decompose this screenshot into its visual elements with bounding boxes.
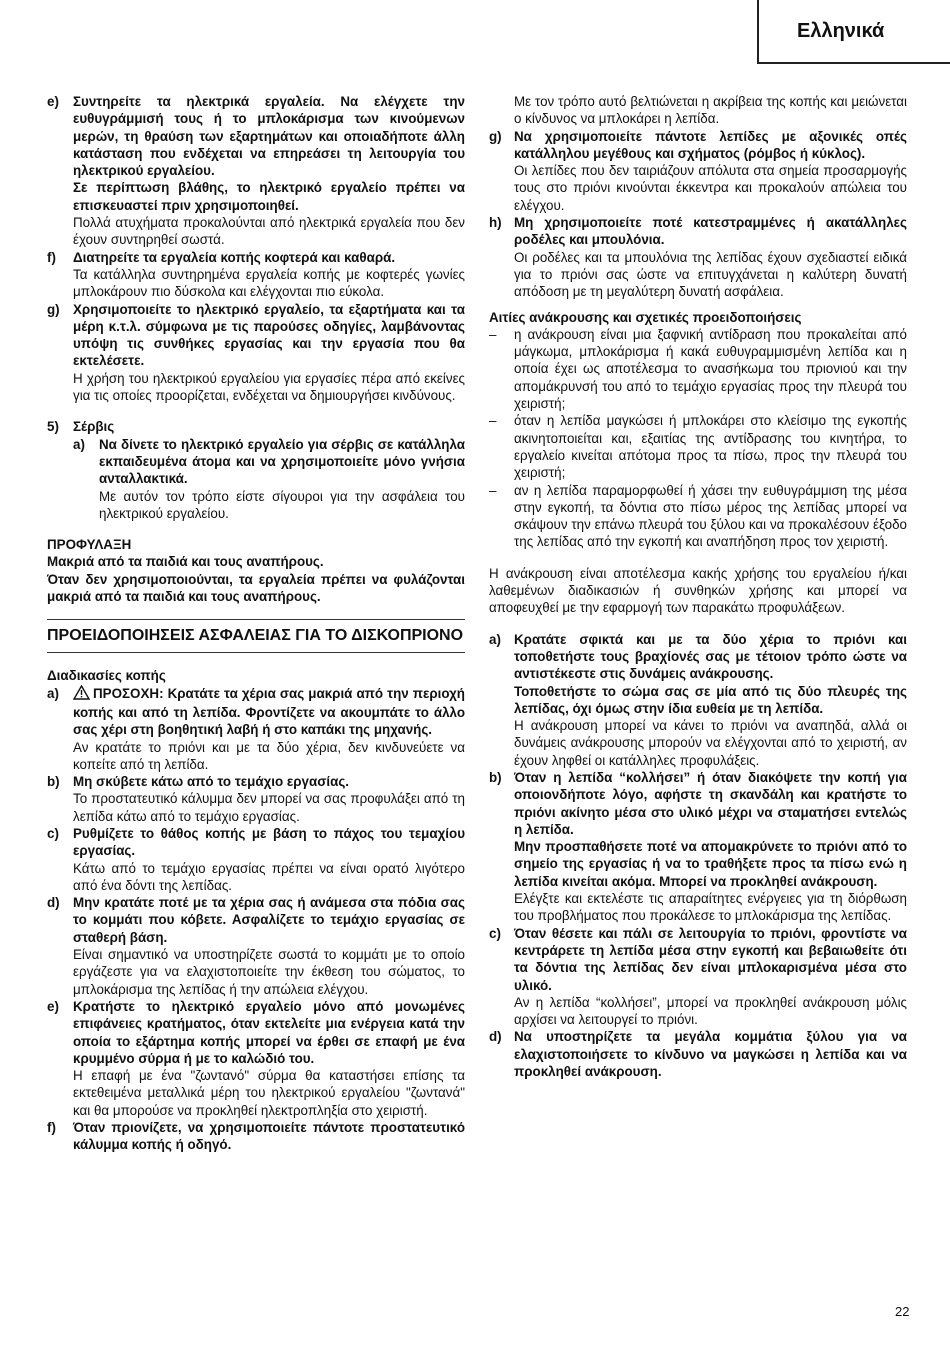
service-item-a: a) Να δίνετε το ηλεκτρικό εργαλείο για σέρβις σε κατάλληλα εκπαιδευμένα άτομα και να χρησιμοποιείτε μόνο γνήσια ανταλλακτικά. Με αυτόν τον τρόπο είστε σίγουροι για την ασφάλεια του ηλεκτρικού εργαλείου. [73,436,465,521]
procedure-b: b) Μη σκύβετε κάτω από το τεμάχιο εργασίας. Το προστατευτικό κάλυμμα δεν μπορεί να σας προφυλάξει από τη λεπίδα κάτω από το τεμάχιο εργασίας. [47,774,465,824]
procedure-d: d) Μην κρατάτε ποτέ με τα χέρια σας ή ανάμεσα στα πόδια σας το κομμάτι που κόβετε. Ασφαλίζετε το τεμάχιο εργασίας σε σταθερή βάση. Είναι σημαντικό να υποστηρίζετε σωστά το κομμάτι με το οποίο εργάζεστε για να ελαχιστοποιείτε την έκθεση του σώματος, το μπλοκάρισμα της λεπίδας ή την απώλεια ελέγχου. [47,895,465,997]
continued-text: Με τον τρόπο αυτό βελτιώνεται η ακρίβεια της κοπής και μειώνεται ο κίνδυνος να μπλοκάρει η λεπίδα. [514,94,907,127]
procedure-c: c) Ρυθμίζετε το θάθος κοπής με βάση το πάχος του τεμαχίου εργασίας. Κάτω από το τεμάχιο εργασίας πρέπει να είναι ορατό λιγότερο από ένα δόντι της λεπίδας. [47,825,465,893]
language-label: Ελληνικά [797,20,885,42]
procedure-a: a) ΠΡΟΣΟΧΗ: Κρατάτε τα χέρια σας μακριά από την περιοχή κοπής και από τη λεπίδα. Φροντίζετε να ακουμπάτε το άλλο σας χέρι στη βοηθητική λαβή ή στο καπάκι της μηχανής. Αν κρατάτε το πριόνι και με τα δύο χέρια, δεν κινδυνεύετε να κοπείτε από τη λεπίδα. [47,685,465,772]
kickback-cause-1: – η ανάκρουση είναι μια ξαφνική αντίδραση που προκαλείται από μάγκωμα, μπλοκάρισμα ή κακά ευθυγραμμισμένη λεπίδα και η οποία έχει ως αποτέλεσμα το ανασήκωμα του πριονιού και την απομάκρυνσή του από το τεμάχιο εργασίας προς την πλευρά του χειριστή; [489,326,907,412]
kickback-item-c: c) Όταν θέσετε και πάλι σε λειτουργία το πριόνι, φροντίστε να κεντράρετε τη λεπίδα μέσα στην εγκοπή και βεβαιωθείτε ότι τα δόντια της λεπίδας δεν είναι μπλοκαρισμένα μέσα στο υλικό. Αν η λεπίδα “κολλήσει”, μπορεί να προκληθεί ανάκρουση μόλις αρχίσει να λειτουργεί το πριόνι. [489,925,907,1028]
kickback-cause-3: – αν η λεπίδα παραμορφωθεί ή χάσει την ευθυγράμμιση της μέσα στην εγκοπή, τα δόντια στο πίσω μέρος της λεπίδας μπορεί να σκάψουν την επάνω πλευρά του ξύλου και να προκαλέσουν έξοδο της λεπίδας από την εγκοπή και αναπήδηση προς τον χειριστή. [489,482,907,550]
rule-h-right: h) Μη χρησιμοποιείτε ποτέ κατεστραμμένες ή ακατάλληλες ροδέλες και μπουλόνια. Οι ροδέλες και τα μπουλόνια της λεπίδας έχουν σχεδιαστεί ειδικά για το πριόνι σας ώστε να επιτυγχάνεται η καλύτερη δυνατή απόδοση με τη μεγαλύτερη δυνατή ασφάλεια. [489,215,907,300]
caution-block: ΠΡΟΦΥΛΑΞΗ Μακριά από τα παιδιά και τους αναπήρους. Όταν δεν χρησιμοποιούνται, τα εργαλεία πρέπει να φυλάζονται μακριά από τα παιδιά και τους αναπήρους. [47,537,465,605]
rule-e: e) Συντηρείτε τα ηλεκτρικά εργαλεία. Να ελέγχετε την ευθυγράμμισή τους ή το μπλοκάρισμα των κινούμενων μερών, τη θραύση των εξαρτημάτων και οποιαδήποτε άλλη κατάσταση που ενδέχεται να επηρεάσει τη λειτουργία του ηλεκτρικού εργαλείου. Σε περίπτωση βλάθης, το ηλεκτρικό εργαλείο πρέπει να επισκευαστεί πριν χρησιμοποιηθεί. Πολλά ατυχήματα προκαλούνται από ηλεκτρικά εργαλεία που δεν έχουν συντηρηθεί σωστά. [47,94,465,248]
language-tab [757,0,950,64]
procedures-title: Διαδικασίες κοπής [47,668,166,684]
kickback-item-a: a) Κρατάτε σφικτά και με τα δύο χέρια το πριόνι και τοποθετήστε τους βραχίονές σας με τέτοιον τρόπο ώστε να αντιστέκεστε στις δυνάμεις ανάκρουσης. Τοποθετήστε το σώμα σας σε μία από τις δύο πλευρές της λεπίδας, όχι όμως στην ίδια ευθεία με τη λεπίδα. Η ανάκρουση μπορεί να κάνει το πριόνι να αναπηδά, αλλά οι δυνάμεις ανάκρουσης μπορούν να ελέγχονται από το χειριστή, αν έχουν ληφθεί οι κατάλληλες προφυλάξεις. [489,631,907,768]
page-number: 22 [895,1304,910,1319]
right-column [489,93,907,1080]
service-section: 5) Σέρβις a) Να δίνετε το ηλεκτρικό εργαλείο για σέρβις σε κατάλληλα εκπαιδευμένα άτομα και να χρησιμοποιείτε μόνο γνήσια ανταλλακτικά. Με αυτόν τον τρόπο είστε σίγουροι για την ασφάλεια του ηλεκτρικού εργαλείου. [47,419,465,521]
kickback-title: Αιτίες ανάκρουσης και σχετικές προειδοποιήσεις [489,309,802,325]
rule-g-right: g) Να χρησιμοποιείτε πάντοτε λεπίδες με αξονικές οπές κατάλληλου μεγέθους και σχήματος (ρόμβος ή κύκλος). Οι λεπίδες που δεν ταιριάζουν απόλυτα στα σημεία προσαρμογής τους στο πριόνι κινούνται έκκεντρα και προκαλούν απώλεια του ελέγχου. [489,128,907,213]
left-column [47,93,465,1154]
procedure-f: f) Όταν πριονίζετε, να χρησιμοποιείτε πάντοτε προστατευτικό κάλυμμα κοπής ή οδηγό. [47,1120,465,1153]
kickback-item-d: d) Να υποστηρίζετε τα μεγάλα κομμάτια ξύλου για να ελαχιστοποιήσετε το κίνδυνο να μαγκώσει η λεπίδα και να προκληθεί ανάκρουση. [489,1029,907,1080]
kickback-paragraph: Η ανάκρουση είναι αποτέλεσμα κακής χρήσης του εργαλείου ή/και λαθεμένων διαδικασιών ή συνθηκών χρήσης και μπορεί να αποφευχθεί με την εφαρμογή των παρακάτω προφυλάξεων. [489,565,907,616]
rule-g: g) Χρησιμοποιείτε το ηλεκτρικό εργαλείο, τα εξαρτήματα και τα μέρη κ.τ.λ. σύμφωνα με τις παρούσες οδηγίες, λαμβάνοντας υπόψη τις συνθήκες εργασίας και την εργασία που θα εκτελέσετε. Η χρήση του ηλεκτρικού εργαλείου για εργασίες πέρα από εκείνες για τις οποίες προορίζεται, ενδέχεται να δημιουργήσει κινδύνους. [47,301,465,404]
kickback-cause-2: – όταν η λεπίδα μαγκώσει ή μπλοκάρει στο κλείσιμο της εγκοπής ακινητοποιείται και, εξαιτίας της αντίδρασης του κινητήρα, το εργαλείο κινείται απότομα προς τα πίσω, προς την πλευρά του χειριστή; [489,413,907,481]
section-title: ΠΡΟΕΙΔΟΠΟΙΗΣΕΙΣ ΑΣΦΑΛΕΙΑΣ ΓΙΑ ΤΟ ΔΙΣΚΟΠΡΙΟΝΟ [47,627,464,645]
warning-triangle-icon [73,685,90,704]
kickback-item-b: b) Όταν η λεπίδα “κολλήσει” ή όταν διακόψετε την κοπή για οποιονδήποτε λόγο, αφήστε τη σκανδάλη και κρατήστε το πριόνι ακίνητο μέσα στο υλικό μέχρι να σταματήσει εντελώς η λεπίδα. Μην προσπαθήσετε ποτέ να απομακρύνετε το πριόνι από το σημείο της εργασίας ή να το τραθήξετε προς τα πίσω ενώ η λεπίδα κινείται ακόμα. Μπορεί να προκληθεί ανάκρουση. Ελέγξτε και εκτελέστε τις απαραίτητες ενέργειες για τη διόρθωση του προβλήματος που προκάλεσε το μπλοκάρισμα της λεπίδας. [489,769,907,924]
procedure-e: e) Κρατήστε το ηλεκτρικό εργαλείο μόνο από μονωμένες επιφάνειες κρατήματος, όταν εκτελείτε μια ενέργεια κατά την οποία το εξάρτημα κοπής μπορεί να έρθει σε επαφή με ένα κρυμμένο σύρμα ή με το καλώδιό του. Η επαφή με ένα "ζωντανό" σύρμα θα καταστήσει επίσης τα εκτεθειμένα μεταλλικά μέρη του ηλεκτρικού εργαλείου "ζωντανά" και θα μπορούσε να προκληθεί ηλεκτροπληξία στο χειριστή. [47,998,465,1118]
rule-f: f) Διατηρείτε τα εργαλεία κοπής κοφτερά και καθαρά. Τα κατάλληλα συντηρημένα εργαλεία κοπής με κοφτερές γωνίες μπλοκάρουν πιο δύσκολα και ελέγχονται πιο εύκολα. [47,249,465,300]
